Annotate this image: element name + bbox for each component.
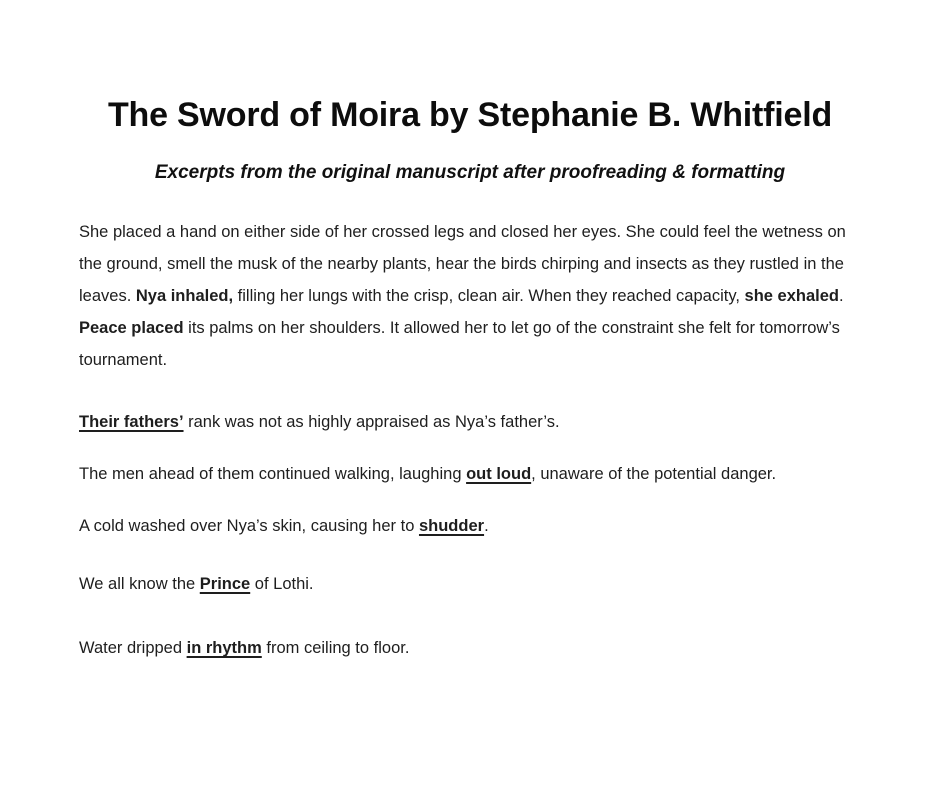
bold-underlined-phrase: Their fathers’ <box>79 413 184 431</box>
excerpt-line-5 <box>79 632 861 664</box>
manuscript-paragraph <box>79 216 861 376</box>
text-run: The men ahead of them continued walking, laughing <box>79 465 467 483</box>
bold-phrase: she exhaled <box>744 287 839 305</box>
bold-underlined-phrase: Prince <box>199 575 251 593</box>
bold-underlined-phrase: in rhythm <box>186 639 262 657</box>
document-title: The Sword of Moira by Stephanie B. Whitfield <box>107 96 833 134</box>
text-run: Water dripped <box>79 639 187 657</box>
excerpt-line-1 <box>79 406 861 438</box>
bold-underlined-phrase: out loud <box>466 465 532 483</box>
text-run: She placed a hand on either side of her crossed legs and closed her eyes. She could feel the wetness on the ground, smell the musk of the nearby plants, hear the birds chirping and insects as they rustled in the leaves. <box>79 223 846 305</box>
text-run: its palms on her shoulders. It allowed her to let go of the constraint she felt for tomorrow’s tournament. <box>79 319 840 369</box>
text-run: rank was not as highly appraised as Nya’s father’s. <box>183 413 560 431</box>
text-run: . <box>839 287 844 305</box>
text-run: , unaware of the potential danger. <box>531 465 777 483</box>
text-run: from ceiling to floor. <box>261 639 410 657</box>
excerpt-line-2 <box>79 458 861 490</box>
text-run: filling her lungs with the crisp, clean air. When they reached capacity, <box>233 287 745 305</box>
bold-phrase: Nya inhaled, <box>135 287 234 305</box>
document-subtitle: Excerpts from the original manuscript after proofreading & formatting <box>154 162 786 183</box>
text-run: We all know the <box>79 575 200 593</box>
bold-phrase: Peace placed <box>79 319 184 337</box>
excerpt-line-4 <box>79 568 861 600</box>
text-run: A cold washed over Nya’s skin, causing her to <box>79 517 419 535</box>
text-run: of Lothi. <box>250 575 314 593</box>
bold-underlined-phrase: shudder <box>418 517 485 535</box>
excerpt-line-3 <box>79 510 861 542</box>
text-run: . <box>484 517 489 535</box>
